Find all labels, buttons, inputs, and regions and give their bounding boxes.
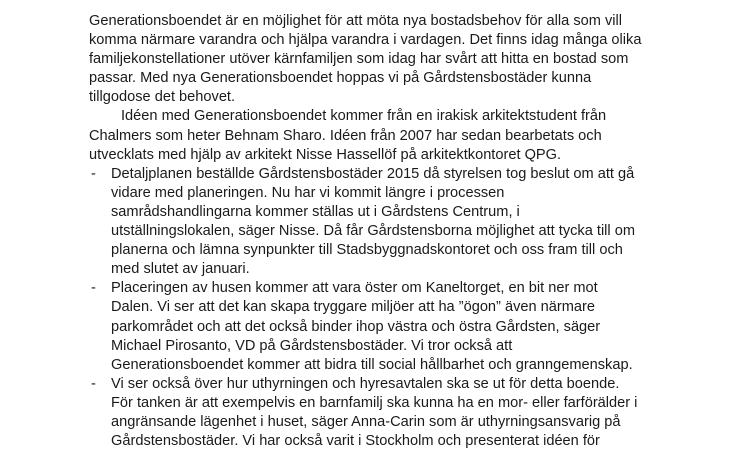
- bullet-marker: -: [91, 165, 96, 182]
- bullet-marker: -: [91, 375, 96, 392]
- document-body: [89, 12, 679, 451]
- text-line: Placeringen av husen kommer att vara öster om Kaneltorget, en bit ner mot: [111, 280, 598, 297]
- text-line: passar. Med nya Generationsboendet hoppas vi på Gårdstensbostäder kunna: [89, 70, 592, 87]
- bullet-marker: -: [91, 280, 96, 297]
- text-line: Detaljplanen beställde Gårdstensbostäder 2015 då styrelsen tog beslut om att gå: [111, 165, 635, 182]
- text-line: För tanken är att exempelvis en barnfamilj ska kunna ha en mor- eller farförälder i: [111, 394, 638, 411]
- text-line: komma närmare varandra och hjälpa varandra i vardagen. Det finns idag många olika: [89, 32, 642, 49]
- text-line: Chalmers som heter Behnam Sharo. Idéen från 2007 har sedan bearbetats och: [89, 127, 602, 144]
- bullet-item-detaljplan: [89, 165, 679, 280]
- text-line: Michael Pirosanto, VD på Gårdstensbostäder. Vi tror också att: [111, 337, 513, 354]
- text-line: Generationsboendet kommer att bidra till social hållbarhet och granngemenskap.: [111, 356, 633, 373]
- text-line: Generationsboendet är en möjlighet för att möta nya bostadsbehov för alla som vill: [89, 13, 622, 29]
- text-line: Vi ser också över hur uthyrningen och hyresavtalen ska se ut för detta boende.: [111, 375, 620, 392]
- intro-paragraph: [89, 12, 679, 107]
- text-line: vidare med planeringen. Nu har vi kommit längre i processen: [111, 184, 505, 201]
- text-line: med slutet av januari.: [111, 261, 250, 278]
- text-line: utvecklats med hjälp av arkitekt Nisse Hassellöf på arkitektkontoret QPG.: [89, 146, 562, 163]
- text-line: parkområdet och att det också binder ihop västra och östra Gårdsten, säger: [111, 318, 601, 335]
- text-line: utställningslokalen, säger Nisse. Då får Gårdstensborna möjlighet att tycka till om: [111, 223, 635, 240]
- text-line: tillgodose det behovet.: [89, 89, 236, 106]
- text-line: Idéen med Generationsboendet kommer från en irakisk arkitektstudent från: [121, 108, 607, 125]
- text-line: angränsande lägenhet i huset, säger Anna-Carin som är uthyrningsansvarig på: [111, 413, 621, 430]
- bullet-item-placering: [89, 279, 679, 374]
- origin-paragraph: [89, 107, 679, 164]
- text-line: planerna och lämna synpunkter till Stadsbyggnadskontoret och oss fram till och: [111, 242, 623, 259]
- text-line: samrådshandlingarna kommer ställas ut i Gårdstens Centrum, i: [111, 203, 520, 220]
- text-line: familjekonstellationer utöver kärnfamiljen som idag har svårt att hitta en bostad som: [89, 51, 629, 68]
- text-line: Dalen. Vi ser att det kan skapa tryggare miljöer att ha ”ögon” även närmare: [111, 299, 596, 316]
- bullet-item-uthyrning: [89, 375, 679, 451]
- text-line: Gårdstensbostäder. Vi har också varit i Stockholm och presenterat idéen för: [111, 433, 600, 450]
